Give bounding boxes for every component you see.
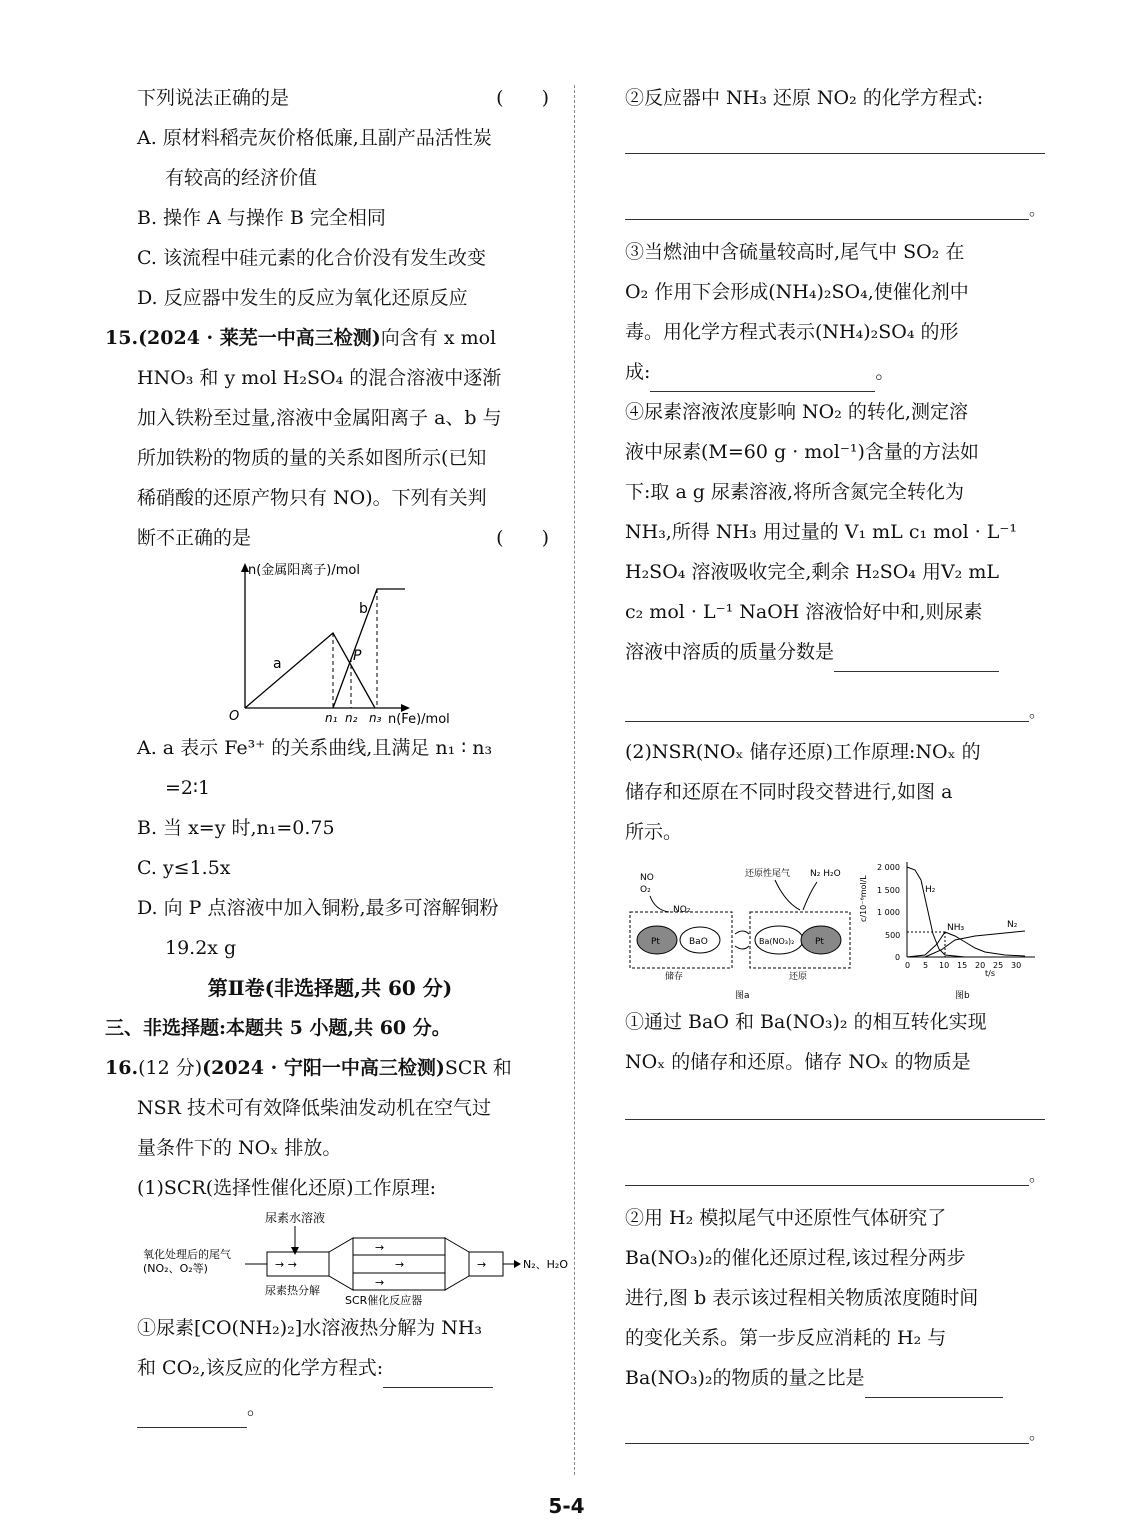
svg-text:BaO: BaO xyxy=(689,937,708,947)
svg-text:1 000: 1 000 xyxy=(877,908,900,917)
curve-a-label: a xyxy=(273,656,282,672)
q16-sub1: ①尿素[CO(NH₂)₂]水溶液热分解为 NH₃ xyxy=(137,1317,483,1339)
column-divider xyxy=(574,85,575,1475)
svg-text:Ba(NO₃)₂: Ba(NO₃)₂ xyxy=(759,937,795,946)
q15-option-b: B. 当 x=y 时,n₁=0.75 xyxy=(137,817,335,839)
origin-label: O xyxy=(229,709,240,724)
x-axis-label: n(Fe)/mol xyxy=(388,712,450,727)
exhaust-label: 氧化处理后的尾气 xyxy=(143,1248,231,1261)
answer-blank[interactable] xyxy=(650,369,875,392)
q15-option-a: A. a 表示 Fe³⁺ 的关系曲线,且满足 n₁ ∶ n₃ xyxy=(137,737,493,759)
curve-b-label: b xyxy=(359,601,368,617)
q16-sub4: ④尿素溶液浓度影响 NO₂ 的转化,测定溶 xyxy=(625,401,968,423)
q16-nsr2-line: 的变化关系。第一步反应消耗的 H₂ 与 xyxy=(625,1327,947,1349)
svg-text:1 500: 1 500 xyxy=(877,886,900,895)
q16-sub3: ③当燃油中含硫量较高时,尾气中 SO₂ 在 xyxy=(625,241,965,263)
answer-blank[interactable] xyxy=(625,152,1045,154)
svg-text:O₂: O₂ xyxy=(640,885,651,895)
fig-a-label: 图a xyxy=(735,991,750,1001)
svg-text:500: 500 xyxy=(885,931,901,940)
q15-stem-line: 断不正确的是 ( ) xyxy=(105,518,555,558)
answer-blank[interactable] xyxy=(383,1365,493,1388)
point-p-label: P xyxy=(353,648,362,664)
svg-text:30: 30 xyxy=(1011,961,1022,970)
scr-diagram xyxy=(105,1208,568,1308)
q16-stem-line: NSR 技术可有效降低柴油发动机在空气过 xyxy=(137,1097,491,1119)
reducing-gas-label: 还原性尾气 xyxy=(745,869,791,879)
q16-sub4-line: NH₃,所得 NH₃ 用过量的 V₁ mL c₁ mol · L⁻¹ xyxy=(625,521,1018,543)
q16-sub4-line: 下:取 a g 尿素溶液,将所含氮完全转化为 xyxy=(625,481,965,503)
q14-option-c: C. 该流程中硅元素的化合价没有发生改变 xyxy=(137,247,486,269)
svg-text:5: 5 xyxy=(923,961,929,970)
q15-stem-line: 加入铁粉至过量,溶液中金属阳离子 a、b 与 xyxy=(137,407,502,429)
q16-nsr2-line: 进行,图 b 表示该过程相关物质浓度随时间 xyxy=(625,1287,979,1309)
svg-text:25: 25 xyxy=(993,961,1004,970)
svg-text:→: → xyxy=(395,1258,405,1271)
q15-stem-line: 稀硝酸的还原产物只有 NO)。下列有关判 xyxy=(137,487,487,509)
q15-option-c: C. y≤1.5x xyxy=(137,857,231,879)
left-column xyxy=(105,78,568,1428)
q16-stem: 16.(12 分)(2024 · 宁阳一中高三检测)SCR 和 xyxy=(105,1057,512,1079)
q14-option-d: D. 反应器中发生的反应为氧化还原反应 xyxy=(137,287,468,309)
answer-blank[interactable] xyxy=(834,649,999,672)
answer-blank[interactable] xyxy=(137,1405,247,1428)
exhaust-comp-label: (NO₂、O₂等) xyxy=(143,1262,208,1275)
answer-bracket: ( ) xyxy=(496,87,549,109)
section3-heading: 三、非选择题:本题共 5 小题,共 60 分。 xyxy=(105,1017,451,1039)
svg-text:→: → xyxy=(477,1258,487,1271)
q16-sub3-line: O₂ 作用下会形成(NH₄)₂SO₄,使催化剂中 xyxy=(625,281,969,303)
svg-text:NO₂: NO₂ xyxy=(673,905,691,915)
q15-option-a-cont: =2∶1 xyxy=(165,777,211,799)
svg-text:t/s: t/s xyxy=(985,969,995,978)
answer-blank[interactable]: 。 xyxy=(625,1146,1045,1186)
q16-part1: (1)SCR(选择性催化还原)工作原理: xyxy=(137,1177,437,1199)
q16-sub1-line: 和 CO₂,该反应的化学方程式: xyxy=(105,1348,555,1388)
n3-label: n₃ xyxy=(369,711,382,725)
q16-sub3-line: 成: 。 xyxy=(625,352,1045,392)
q14-option-a-cont: 有较高的经济价值 xyxy=(165,167,318,189)
q16-nsr2: ②用 H₂ 模拟尾气中还原性气体研究了 xyxy=(625,1207,947,1229)
q16-nsr1-line: NOₓ 的储存和还原。储存 NOₓ 的物质是 xyxy=(625,1051,971,1073)
svg-text:Pt: Pt xyxy=(651,937,660,947)
q15-option-d: D. 向 P 点溶液中加入铜粉,最多可溶解铜粉 xyxy=(137,897,499,919)
svg-text:NH₃: NH₃ xyxy=(947,923,965,933)
q16-sub4-line: c₂ mol · L⁻¹ NaOH 溶液恰好中和,则尿素 xyxy=(625,601,983,623)
q16-sub1-end: 。 xyxy=(105,1388,555,1428)
pyrolysis-label: 尿素热分解 xyxy=(265,1284,320,1297)
svg-text:0: 0 xyxy=(905,961,911,970)
nh3-curve xyxy=(907,932,1025,957)
n2-curve xyxy=(925,931,1025,957)
page-number: 5-4 xyxy=(548,1494,585,1518)
curve-a xyxy=(245,633,375,708)
h2-curve xyxy=(907,867,985,957)
svg-text:20: 20 xyxy=(975,961,986,970)
answer-blank[interactable]: 。 xyxy=(625,180,1045,220)
q15-stem: 15.(2024 · 莱芜一中高三检测)向含有 x mol xyxy=(105,327,497,349)
svg-text:0: 0 xyxy=(895,953,901,962)
part2-title: 第Ⅱ卷(非选择题,共 60 分) xyxy=(207,976,453,1000)
q14-option-a: A. 原材料稻壳灰价格低廉,且副产品活性炭 xyxy=(137,127,492,149)
output-label: N₂、H₂O xyxy=(523,1258,568,1271)
svg-text:→: → xyxy=(375,1241,385,1254)
q16-sub2: ②反应器中 NH₃ 还原 NO₂ 的化学方程式: xyxy=(625,87,984,109)
svg-text:N₂: N₂ xyxy=(1007,920,1018,930)
q16-sub3-line: 毒。用化学方程式表示(NH₄)₂SO₄ 的形 xyxy=(625,321,959,343)
q16-nsr2-line: Ba(NO₃)₂的物质的量之比是 xyxy=(625,1358,1045,1398)
answer-blank[interactable]: 。 xyxy=(625,1404,1045,1444)
q16-part2: (2)NSR(NOₓ 储存还原)工作原理:NOₓ 的 xyxy=(625,741,981,763)
curve-b xyxy=(333,589,405,708)
q14-stem-end: 下列说法正确的是 ( ) xyxy=(105,78,555,118)
q16-sub4-line: 溶液中溶质的质量分数是 xyxy=(625,632,1045,672)
fig-b-label: 图b xyxy=(955,991,970,1001)
svg-text:→: → xyxy=(375,1276,385,1289)
n1-label: n₁ xyxy=(325,711,338,725)
q15-graph xyxy=(105,558,555,728)
answer-blank[interactable] xyxy=(865,1375,1003,1398)
q16-sub4-line: H₂SO₄ 溶液吸收完全,剩余 H₂SO₄ 用V₂ mL xyxy=(625,561,999,583)
q16-nsr1: ①通过 BaO 和 Ba(NO₃)₂ 的相互转化实现 xyxy=(625,1011,987,1033)
reduce-label: 还原 xyxy=(789,972,808,982)
q16-nsr2-line: Ba(NO₃)₂的催化还原过程,该过程分两步 xyxy=(625,1247,966,1269)
y-axis-label: c/10⁻⁶mol/L xyxy=(859,875,868,922)
q16-stem-line: 量条件下的 NOₓ 排放。 xyxy=(137,1137,342,1159)
q15-stem-line: 所加铁粉的物质的量的关系如图所示(已知 xyxy=(137,447,487,469)
q16-part2-line: 所示。 xyxy=(625,821,683,843)
answer-blank[interactable] xyxy=(625,1118,1045,1120)
reactor-label: SCR催化反应器 xyxy=(345,1294,423,1307)
answer-blank[interactable]: 。 xyxy=(625,682,1045,722)
store-label: 储存 xyxy=(665,972,684,982)
svg-text:2 000: 2 000 xyxy=(877,863,900,872)
q16-part2-line: 储存和还原在不同时段交替进行,如图 a xyxy=(625,781,953,803)
q15-option-d-cont: 19.2x g xyxy=(165,937,237,959)
q15-stem-line: HNO₃ 和 y mol H₂SO₄ 的混合溶液中逐渐 xyxy=(137,367,502,389)
q16-sub4-line: 液中尿素(M=60 g · mol⁻¹)含量的方法如 xyxy=(625,441,979,463)
svg-text:H₂: H₂ xyxy=(925,885,936,895)
n2-label: n₂ xyxy=(345,711,358,725)
urea-solution-label: 尿素水溶液 xyxy=(265,1211,326,1225)
right-column xyxy=(625,78,1045,1444)
answer-bracket: ( ) xyxy=(496,527,549,549)
nsr-figures xyxy=(625,852,1045,1002)
svg-text:15: 15 xyxy=(957,961,968,970)
svg-text:→ →: → → xyxy=(275,1258,297,1271)
svg-text:NO: NO xyxy=(640,873,654,883)
y-axis-label: n(金属阳离子)/mol xyxy=(248,563,360,578)
svg-text:Pt: Pt xyxy=(815,937,824,947)
svg-text:N₂ H₂O: N₂ H₂O xyxy=(810,869,841,879)
svg-text:10: 10 xyxy=(939,961,950,970)
q14-option-b: B. 操作 A 与操作 B 完全相同 xyxy=(137,207,386,229)
